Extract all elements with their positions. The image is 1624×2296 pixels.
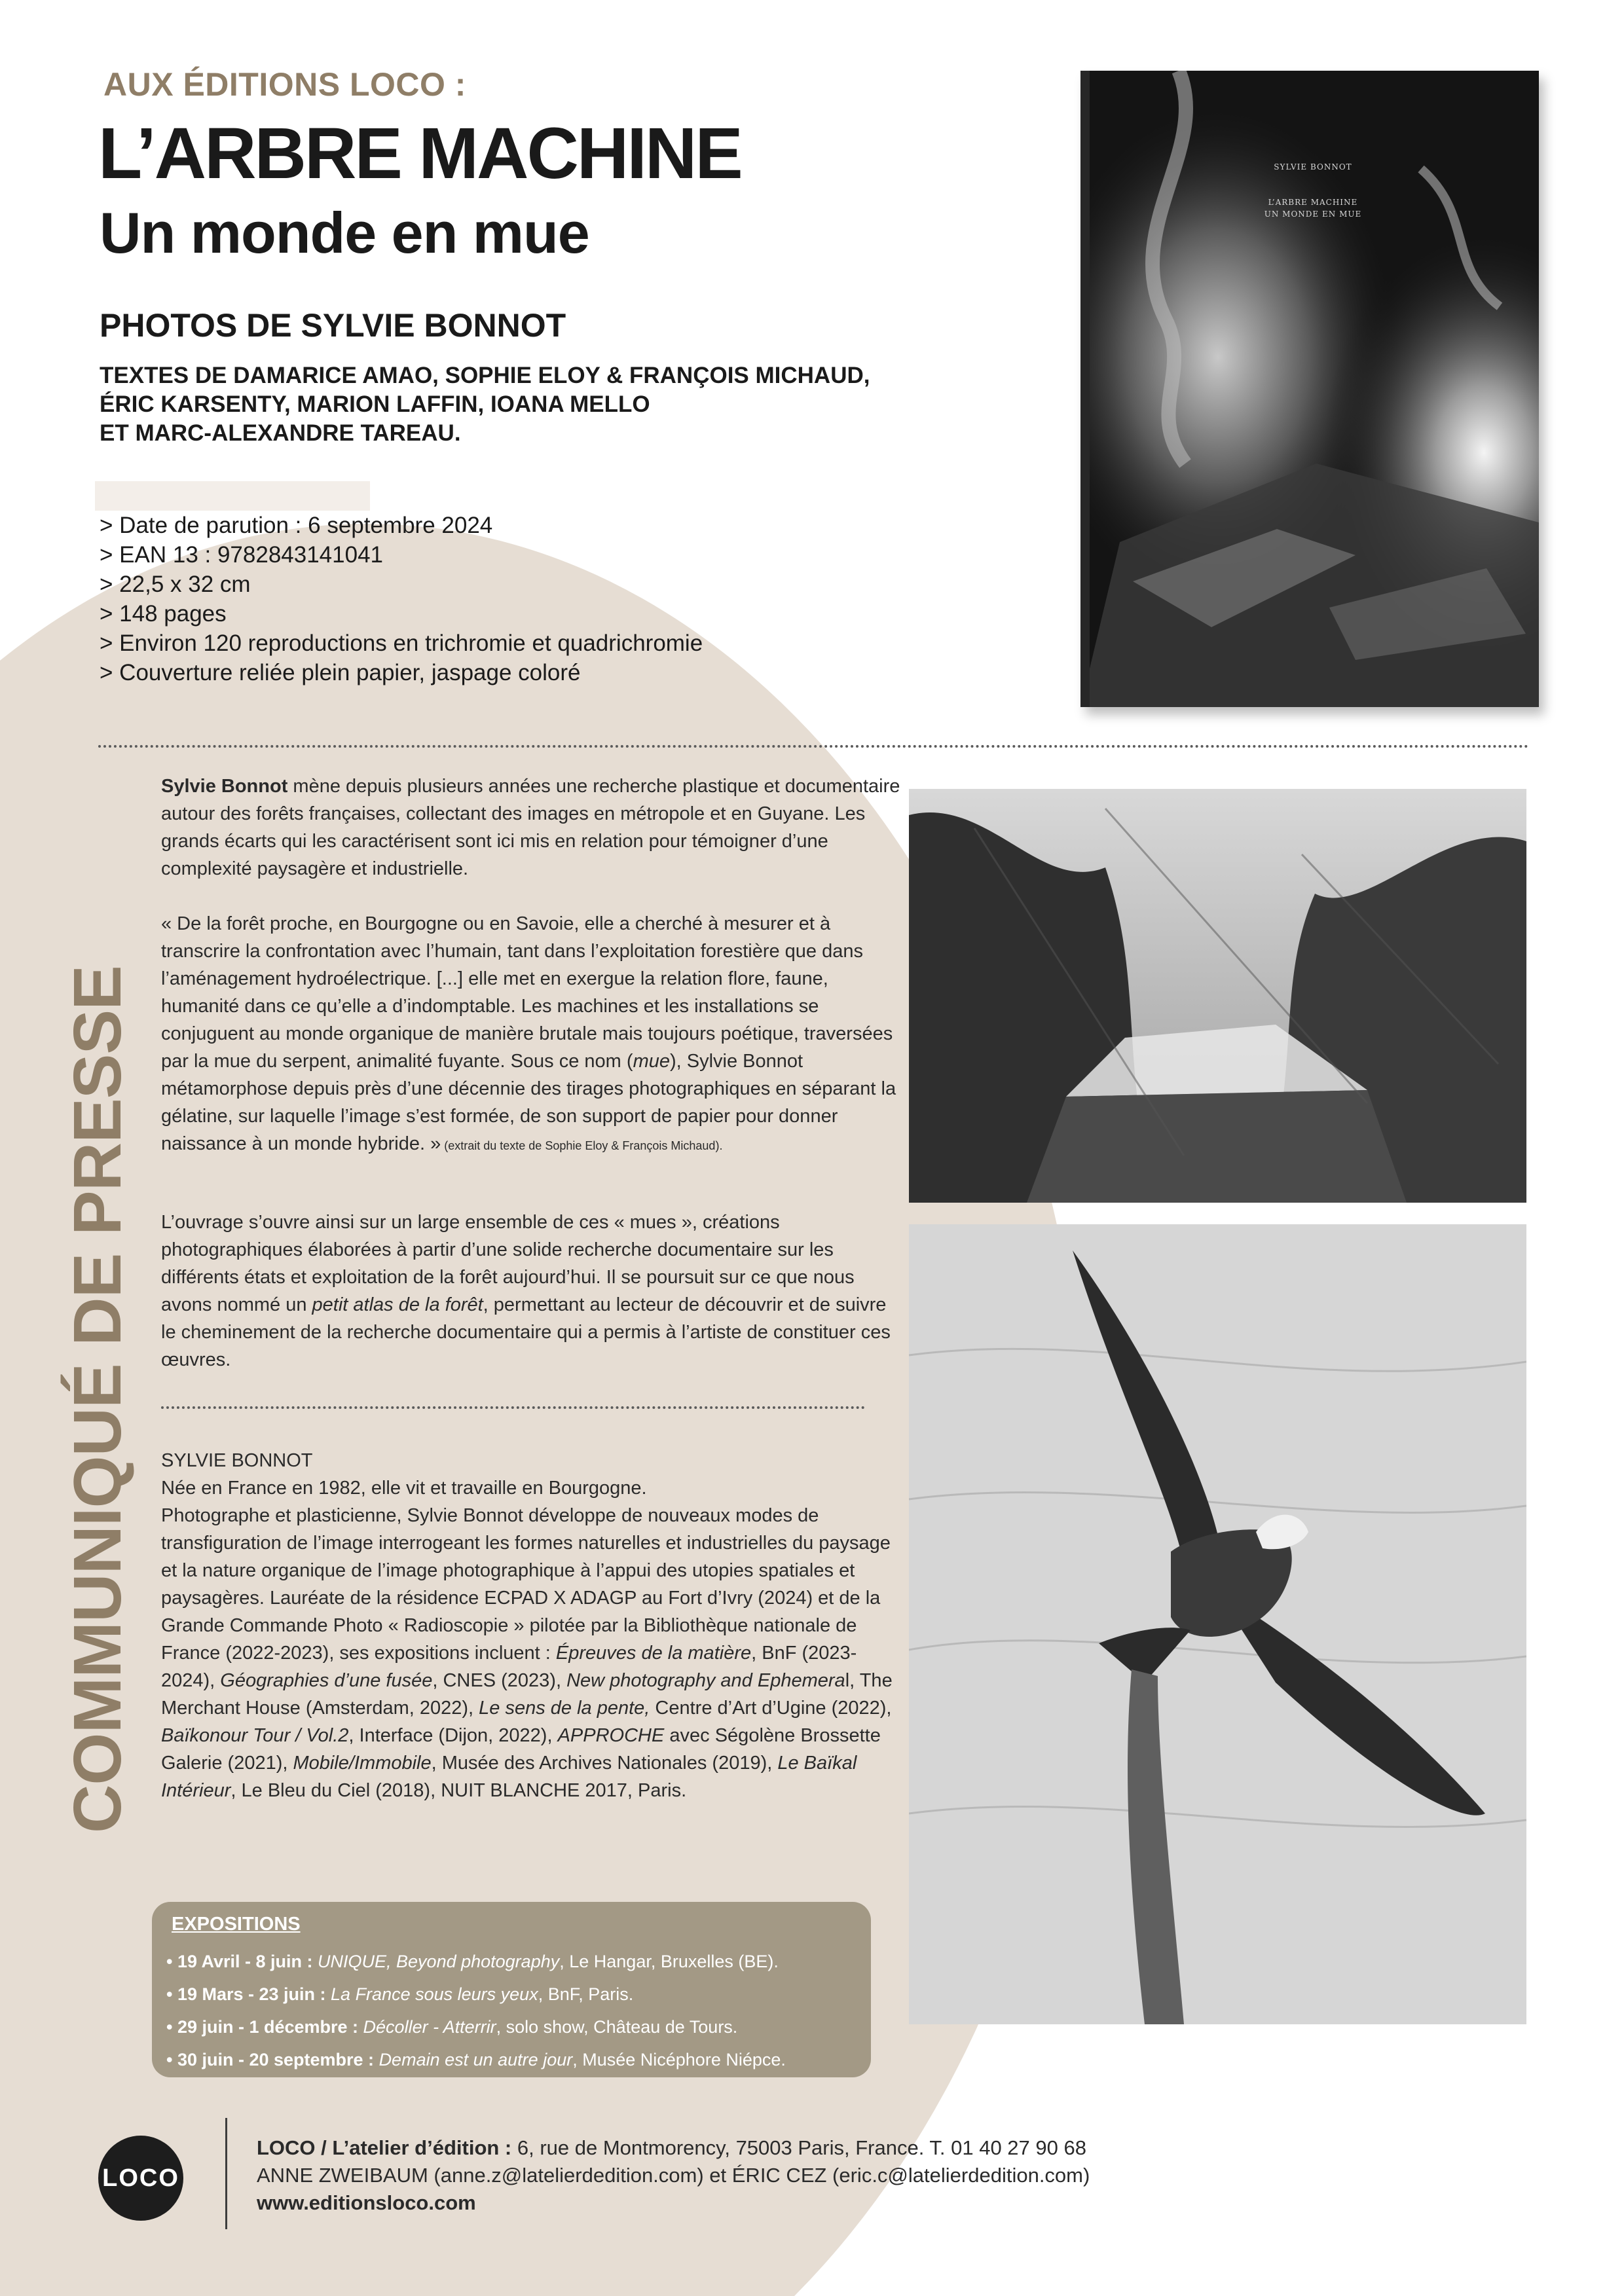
bio-work: Le Baïkal Intérieur (161, 1753, 857, 1801)
exhibitions-list (166, 1945, 786, 2076)
book-cover-text (1205, 161, 1421, 220)
bio-work: Épreuves de la matière (555, 1643, 752, 1664)
exhibitions-box (152, 1902, 871, 2077)
decorative-box (95, 481, 370, 511)
bio-text: Centre d’Art d’Ugine (2022), (650, 1698, 892, 1719)
spec-cover: > Couverture reliée plein papier, jaspage coloré (100, 660, 581, 685)
exhibition-date: • 19 Mars - 23 juin : (166, 1984, 331, 2004)
quote-text: ), Sylvie Bonnot métamorphose depuis près d’une décennie des tirages photographiques en séparant la gélatine, sur laquelle l’image s’est formée, de son support de papier pour donner naissance à un monde hybride. » (161, 1051, 896, 1154)
spec-pages: > 148 pages (100, 601, 227, 627)
exhibition-title: UNIQUE, Beyond photography (318, 1952, 560, 1971)
quote-text: « De la forêt proche, en Bourgogne ou en Savoie, elle a cherché à mesurer et à transcrire la confrontation avec l’humain, tant dans l’exploitation forestière que dans l’aménagement hydroélectrique. [...] elle met en exergue la relation flore, faune, humanité dans ce qu’elle a d’indomptable. Les machines et les installations se conjuguent au monde organique de manière brutale mais toujours poétique, traversées par la mue du serpent, animalité fuyante. Sous ce nom ( (161, 913, 893, 1072)
exhibition-date: • 29 juin - 1 décembre : (166, 2017, 363, 2037)
bio-text: , Le Bleu du Ciel (2018), NUIT BLANCHE 2017, Paris. (231, 1780, 687, 1801)
spec-reproductions: > Environ 120 reproductions en trichromie et quadrichromie (100, 630, 703, 656)
artist-bio (161, 1447, 901, 1804)
ouvrage-text: L’ouvrage s’ouvre ainsi sur un large ensemble de ces « mues », créations photographiques élaborées à partir d’une solide recherche documentaire sur les différents états et exploitation de la forêt aujourd’hui. Il se poursuit sur ce que nous avons nommé un (161, 1212, 855, 1315)
section-divider (161, 1406, 865, 1409)
bio-text: , Interface (Dijon, 2022), (348, 1725, 558, 1746)
bio-text: Photographe et plasticienne, Sylvie Bonnot développe de nouveaux modes de transfiguration de l’image interrogeant les formes naturelles et industrielles du paysage et la nature organique de l’image photographique à l’appui des utopies spatiales et paysagères. Lauréate de la résidence ECPAD X ADAGP au Fort d’Ivry (2024) et de la Grande Commande Photo « Radioscopie » pilotée par la Bibliothèque nationale de France (2022-2023), ses expositions incluent : (161, 1505, 891, 1664)
loco-logo: LOCO (98, 2136, 183, 2221)
exhibition-item (166, 2011, 786, 2043)
cover-subtitle: UN MONDE EN MUE (1264, 210, 1362, 219)
publisher-eyebrow: AUX ÉDITIONS LOCO : (103, 66, 466, 103)
bio-heading: SYLVIE BONNOT (161, 1450, 313, 1471)
exhibition-venue: , Le Hangar, Bruxelles (BE). (559, 1952, 779, 1971)
exhibition-item (166, 1978, 786, 2011)
section-divider (98, 745, 1529, 748)
publisher-name: LOCO / L’atelier d’édition : (257, 2136, 517, 2159)
bio-work: Le sens de la pente, (479, 1698, 650, 1719)
exhibition-venue: , solo show, Château de Tours. (496, 2017, 738, 2037)
exhibition-venue: , BnF, Paris. (538, 1984, 634, 2004)
exhibition-venue: , Musée Nicéphore Niépce. (572, 2050, 786, 2069)
book-spine (1080, 71, 1090, 707)
spec-ean: > EAN 13 : 9782843141041 (100, 542, 384, 568)
bio-work: Géographies d’une fusée (220, 1670, 433, 1691)
bio-work: New photography and Ephemera (566, 1670, 845, 1691)
quote-credit: (extrait du texte de Sophie Eloy & François Michaud). (441, 1139, 723, 1152)
photographer-credit: PHOTOS DE SYLVIE BONNOT (100, 307, 566, 344)
authors-credit (100, 361, 870, 448)
quote-paragraph (161, 910, 901, 1159)
authors-line: ET MARC-ALEXANDRE TAREAU. (100, 420, 461, 446)
bio-text: , BnF (2023-2024), (161, 1643, 857, 1691)
press-contacts[interactable]: ANNE ZWEIBAUM (anne.z@latelierdedition.com) et ÉRIC CEZ (eric.c@latelierdedition.com) (257, 2164, 1090, 2187)
authors-line: ÉRIC KARSENTY, MARION LAFFIN, IOANA MELLO (100, 392, 650, 417)
spec-date: > Date de parution : 6 septembre 2024 (100, 513, 493, 538)
exhibitions-heading: EXPOSITIONS (172, 1914, 301, 1935)
book-title: L’ARBRE MACHINE (98, 113, 741, 194)
ouvrage-paragraph (161, 1209, 901, 1374)
ouvrage-text: , permettant au lecteur de découvrir et de suivre le cheminement de la recherche documentaire qui a permis à l’artiste de constituer ces œuvres. (161, 1294, 891, 1370)
osprey-photo (909, 1224, 1526, 2024)
intro-name: Sylvie Bonnot (161, 776, 288, 797)
bio-work: APPROCHE (557, 1725, 665, 1746)
cover-author: SYLVIE BONNOT (1274, 162, 1352, 172)
side-label: COMMUNIQUÉ DE PRESSE (60, 966, 135, 1833)
exhibition-title: Demain est un autre jour (378, 2050, 573, 2069)
authors-line: TEXTES DE DAMARICE AMAO, SOPHIE ELOY & FRANÇOIS MICHAUD, (100, 363, 870, 388)
spec-size: > 22,5 x 32 cm (100, 572, 251, 597)
book-specs (100, 511, 703, 687)
intro-paragraph (161, 773, 901, 883)
bio-text: , CNES (2023), (432, 1670, 567, 1691)
intro-text: mène depuis plusieurs années une recherche plastique et documentaire autour des forêts françaises, collectant des images en métropole et en Guyane. Les grands écarts qui les caractérisent sont ici mis en relation pour témoigner d’une complexité paysagère et industrielle. (161, 776, 900, 879)
exhibition-title: La France sous leurs yeux (331, 1984, 538, 2004)
bio-work: Mobile/Immobile (293, 1753, 432, 1774)
book-subtitle: Un monde en mue (100, 200, 589, 265)
publisher-address: 6, rue de Montmorency, 75003 Paris, France. T. 01 40 27 90 68 (517, 2136, 1086, 2159)
bio-birth: Née en France en 1982, elle vit et travaille en Bourgogne. (161, 1478, 647, 1499)
footer-divider (225, 2118, 227, 2229)
bio-text: , Musée des Archives Nationales (2019), (431, 1753, 778, 1774)
forest-photo (909, 789, 1526, 1203)
cover-title: L’ARBRE MACHINE (1268, 198, 1358, 207)
exhibition-item (166, 2043, 786, 2076)
exhibition-date: • 19 Avril - 8 juin : (166, 1952, 318, 1971)
publisher-contact (257, 2134, 1090, 2217)
exhibition-date: • 30 juin - 20 septembre : (166, 2050, 379, 2069)
bio-text: l, The Merchant House (Amsterdam, 2022), (161, 1670, 893, 1719)
exhibition-item (166, 1945, 786, 1978)
exhibition-title: Décoller - Atterrir (363, 2017, 496, 2037)
bio-work: Baïkonour Tour / Vol.2 (161, 1725, 349, 1746)
ouvrage-emphasis: petit atlas de la forêt (312, 1294, 483, 1315)
quote-emphasis: mue (633, 1051, 670, 1072)
bio-text: avec Ségolène Brossette Galerie (2021), (161, 1725, 881, 1774)
publisher-website-link[interactable]: www.editionsloco.com (257, 2191, 476, 2214)
